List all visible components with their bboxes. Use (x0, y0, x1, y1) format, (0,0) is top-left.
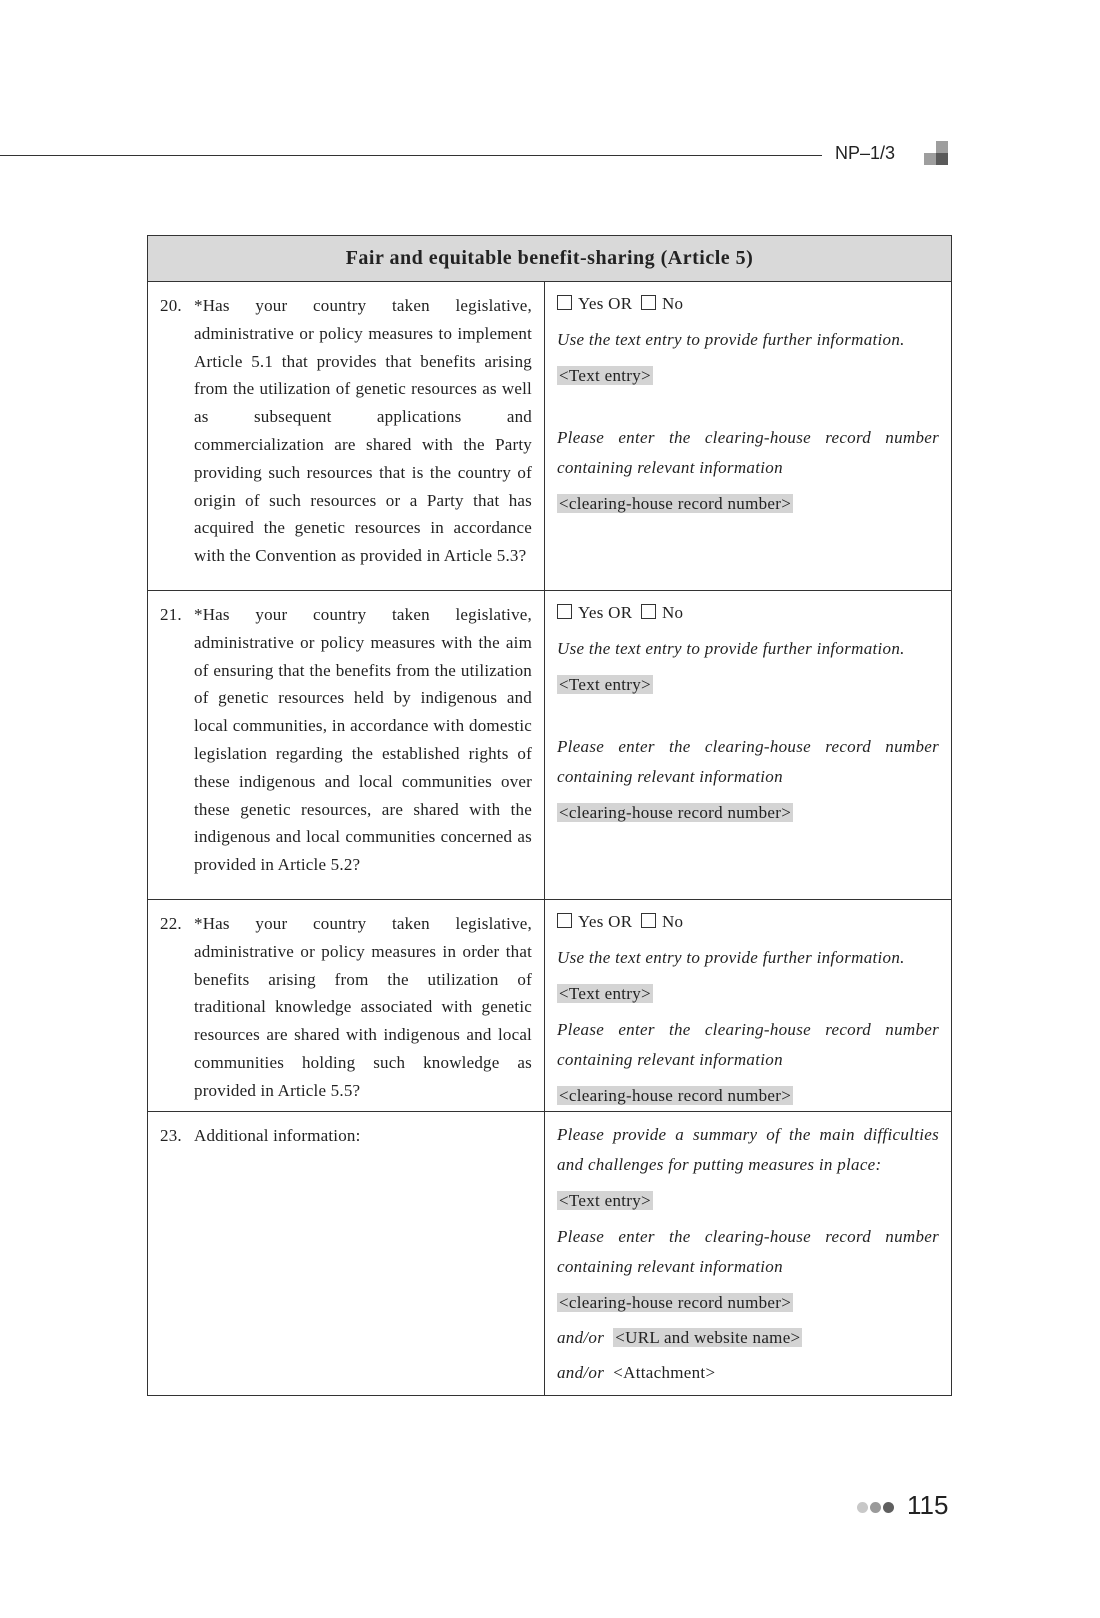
record-number-field[interactable]: <clearing-house record number> (559, 803, 792, 822)
question-cell (148, 282, 545, 591)
question-text: Additional information: (194, 1126, 361, 1145)
table-row (148, 282, 952, 591)
yes-no-choice (557, 599, 939, 627)
question-cell (148, 1112, 545, 1396)
page-number: 115 (907, 1490, 949, 1520)
text-entry-field[interactable]: <Text entry> (559, 984, 651, 1003)
further-info-hint: Use the text entry to provide further information. (557, 639, 905, 658)
no-label: No (661, 294, 684, 313)
record-number-field[interactable]: <clearing-house record number> (559, 1293, 792, 1312)
answer-cell (545, 1112, 952, 1396)
yes-no-choice (557, 908, 939, 936)
no-checkbox[interactable] (641, 913, 656, 928)
further-info-hint: Use the text entry to provide further information. (557, 948, 905, 967)
yes-label: Yes OR (578, 912, 633, 931)
yes-checkbox[interactable] (557, 604, 572, 619)
record-number-field[interactable]: <clearing-house record number> (559, 494, 792, 513)
answer-cell (545, 282, 952, 591)
text-entry-field[interactable]: <Text entry> (559, 675, 651, 694)
question-cell (148, 591, 545, 900)
header-squares-icon (924, 141, 948, 165)
yes-checkbox[interactable] (557, 295, 572, 310)
table-row (148, 591, 952, 900)
answer-cell (545, 591, 952, 900)
no-checkbox[interactable] (641, 604, 656, 619)
table-row (148, 900, 952, 1112)
document-code: NP–1/3 (835, 143, 896, 163)
question-number: 23. (160, 1126, 182, 1145)
summary-prompt: Please provide a summary of the main difficulties and challenges for putting measures in place: (557, 1125, 940, 1174)
record-number-prompt: Please enter the clearing-house record number containing relevant information (557, 428, 940, 477)
record-number-prompt: Please enter the clearing-house record number containing relevant information (557, 1020, 940, 1069)
question-text: *Has your country taken legislative, administrative or policy measures with the aim of ensuring that the benefits from the utilization of genetic resources held by indigenous and local communities, in accordance with domestic legislation regarding the established rights of these indigenous and local communities over these genetic resources, are shared with the indigenous and local communities concerned as provided in Article 5.2? (194, 605, 532, 875)
further-info-hint: Use the text entry to provide further information. (557, 330, 905, 349)
answer-cell (545, 900, 952, 1112)
text-entry-field[interactable]: <Text entry> (559, 366, 651, 385)
yes-label: Yes OR (578, 603, 633, 622)
yes-checkbox[interactable] (557, 913, 572, 928)
table-title: Fair and equitable benefit-sharing (Article 5) (148, 236, 952, 282)
footer-dots-icon (857, 1500, 896, 1518)
yes-label: Yes OR (578, 294, 633, 313)
no-label: No (661, 603, 684, 622)
attachment-field[interactable]: <Attachment> (613, 1363, 716, 1382)
url-field[interactable]: <URL and website name> (615, 1328, 801, 1347)
question-number: 22. (160, 914, 182, 933)
yes-no-choice (557, 290, 939, 318)
header-rule (0, 155, 822, 156)
record-number-field[interactable]: <clearing-house record number> (559, 1086, 792, 1105)
record-number-prompt: Please enter the clearing-house record number containing relevant information (557, 737, 940, 786)
and-or-label: and/or (557, 1363, 605, 1382)
question-text: *Has your country taken legislative, administrative or policy measures in order that benefits arising from the utilization of traditional knowledge associated with genetic resources are shared with indigenous and local communities holding such knowledge as provided in Article 5.5? (194, 914, 532, 1100)
question-text: *Has your country taken legislative, administrative or policy measures to implement Article 5.1 that provides that benefits arising from the utilization of genetic resources as well as subsequent applications and commercialization are shared with the Party providing such resources that is the country of origin of such resources or a Party that has acquired the genetic resources in accordance with the Convention as provided in Article 5.3? (194, 296, 532, 566)
record-number-prompt: Please enter the clearing-house record number containing relevant information (557, 1227, 940, 1276)
table-row (148, 1112, 952, 1396)
question-number: 20. (160, 296, 182, 315)
question-number: 21. (160, 605, 182, 624)
and-or-label: and/or (557, 1328, 605, 1347)
question-cell (148, 900, 545, 1112)
no-checkbox[interactable] (641, 295, 656, 310)
text-entry-field[interactable]: <Text entry> (559, 1191, 651, 1210)
benefit-sharing-table (147, 235, 952, 1396)
no-label: No (661, 912, 684, 931)
